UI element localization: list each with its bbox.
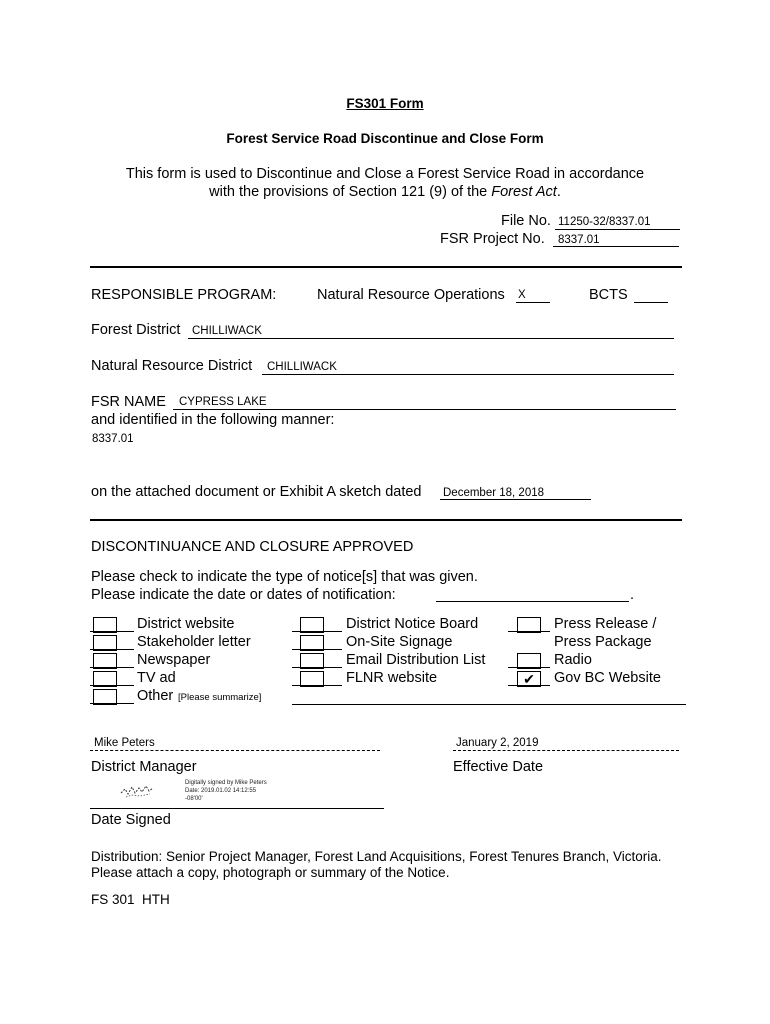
- fsr-name-value[interactable]: CYPRESS LAKE: [179, 396, 267, 408]
- nro-mark[interactable]: X: [518, 289, 526, 301]
- notice-checkbox[interactable]: [93, 635, 117, 651]
- notice-label: On-Site Signage: [346, 634, 453, 650]
- file-no-value[interactable]: 11250-32/8337.01: [558, 216, 651, 228]
- notice-checkbox[interactable]: [93, 689, 117, 705]
- notice-label: Other: [137, 688, 174, 704]
- approval-instruction-1: Please check to indicate the type of notice[s] that was given.: [91, 569, 478, 585]
- intro-line-2-prefix: with the provisions of Section 121 (9) of the: [209, 184, 492, 200]
- intro-line-2-italic: Forest Act: [491, 184, 557, 200]
- date-signed-label: Date Signed: [91, 812, 171, 828]
- project-no-label: FSR Project No.: [440, 231, 545, 247]
- other-summary-line[interactable]: [292, 704, 686, 705]
- notice-checkbox-checked[interactable]: ✔: [517, 671, 541, 687]
- notice-checkbox[interactable]: [517, 617, 541, 633]
- section-divider-2: [90, 519, 682, 521]
- bcts-underline[interactable]: [634, 302, 668, 303]
- forest-district-label: Forest District: [91, 322, 181, 338]
- notice-checkbox[interactable]: [300, 635, 324, 651]
- digital-sig-line-3: -08'00': [185, 796, 203, 802]
- intro-line-2-suffix: .: [556, 184, 561, 200]
- form-code: FS301 Form: [346, 96, 424, 111]
- notice-checkbox[interactable]: [93, 671, 117, 687]
- notice-label: Email Distribution List: [346, 652, 486, 668]
- intro-line-2: [0, 184, 770, 200]
- approval-instruction-2: Please indicate the date or dates of notification:: [91, 587, 396, 603]
- notice-label: Stakeholder letter: [137, 634, 251, 650]
- effective-date-label: Effective Date: [453, 759, 544, 775]
- effective-date-line: [453, 750, 679, 751]
- section-divider-1: [90, 266, 682, 268]
- sketch-value[interactable]: December 18, 2018: [443, 487, 545, 499]
- nr-district-underline: [262, 374, 674, 375]
- notice-label: Gov BC Website: [554, 670, 661, 686]
- nro-label: Natural Resource Operations: [317, 287, 505, 303]
- program-label: RESPONSIBLE PROGRAM:: [91, 287, 277, 303]
- notice-label: FLNR website: [346, 670, 438, 686]
- nr-district-value[interactable]: CHILLIWACK: [267, 361, 337, 373]
- fsr-name-label: FSR NAME: [91, 394, 166, 410]
- date-signed-line: [90, 808, 384, 809]
- identified-label: and identified in the following manner:: [91, 412, 335, 428]
- notice-label: Radio: [554, 652, 592, 668]
- notice-label: District Notice Board: [346, 616, 479, 632]
- notice-checkbox[interactable]: [300, 671, 324, 687]
- file-no-label: File No.: [501, 213, 551, 229]
- digital-sig-line-2: Date: 2019.01.02 14:12:55: [185, 788, 257, 794]
- manager-label: District Manager: [91, 759, 197, 775]
- intro-line-1: This form is used to Discontinue and Close a Forest Service Road in accordance: [125, 166, 645, 182]
- notice-checkbox[interactable]: [300, 653, 324, 669]
- sketch-underline: [440, 499, 591, 500]
- manager-signature-line: [90, 750, 380, 751]
- project-no-underline: [553, 246, 679, 247]
- sketch-label: on the attached document or Exhibit A sketch dated: [91, 484, 422, 500]
- forest-district-underline: [188, 338, 674, 339]
- forest-district-value[interactable]: CHILLIWACK: [192, 325, 262, 337]
- notice-label: District website: [137, 616, 235, 632]
- nr-district-label: Natural Resource District: [91, 358, 253, 374]
- signature-scribble-icon: [118, 779, 160, 801]
- file-no-underline: [555, 229, 680, 230]
- manager-name: Mike Peters: [94, 737, 155, 749]
- notification-date-underline[interactable]: [436, 601, 629, 602]
- nro-underline: [516, 302, 550, 303]
- project-no-value[interactable]: 8337.01: [558, 234, 600, 246]
- digital-sig-line-1: Digitally signed by Mike Peters: [185, 780, 267, 786]
- notice-label: Press Release /: [554, 616, 657, 632]
- identified-value[interactable]: 8337.01: [92, 433, 134, 445]
- approval-instruction-2-end: .: [630, 587, 635, 603]
- form-title: Forest Service Road Discontinue and Close Form: [226, 131, 544, 146]
- approval-heading: DISCONTINUANCE AND CLOSURE APPROVED: [91, 539, 414, 555]
- distribution-text: Distribution: Senior Project Manager, Forest Land Acquisitions, Forest Tenures Branch, Victoria.: [91, 849, 662, 864]
- attach-text: Please attach a copy, photograph or summary of the Notice.: [91, 865, 450, 880]
- other-note: [Please summarize]: [178, 692, 262, 703]
- bcts-label: BCTS: [589, 287, 628, 303]
- notice-checkbox[interactable]: [517, 653, 541, 669]
- fsr-name-underline: [173, 409, 676, 410]
- effective-date-value[interactable]: January 2, 2019: [456, 737, 539, 749]
- notice-checkbox[interactable]: [93, 617, 117, 633]
- notice-label: Newspaper: [137, 652, 211, 668]
- notice-checkbox[interactable]: [93, 653, 117, 669]
- notice-label: Press Package: [554, 634, 652, 650]
- form-footer-code: FS 301 HTH: [91, 892, 170, 907]
- notice-label: TV ad: [137, 670, 176, 686]
- notice-checkbox[interactable]: [300, 617, 324, 633]
